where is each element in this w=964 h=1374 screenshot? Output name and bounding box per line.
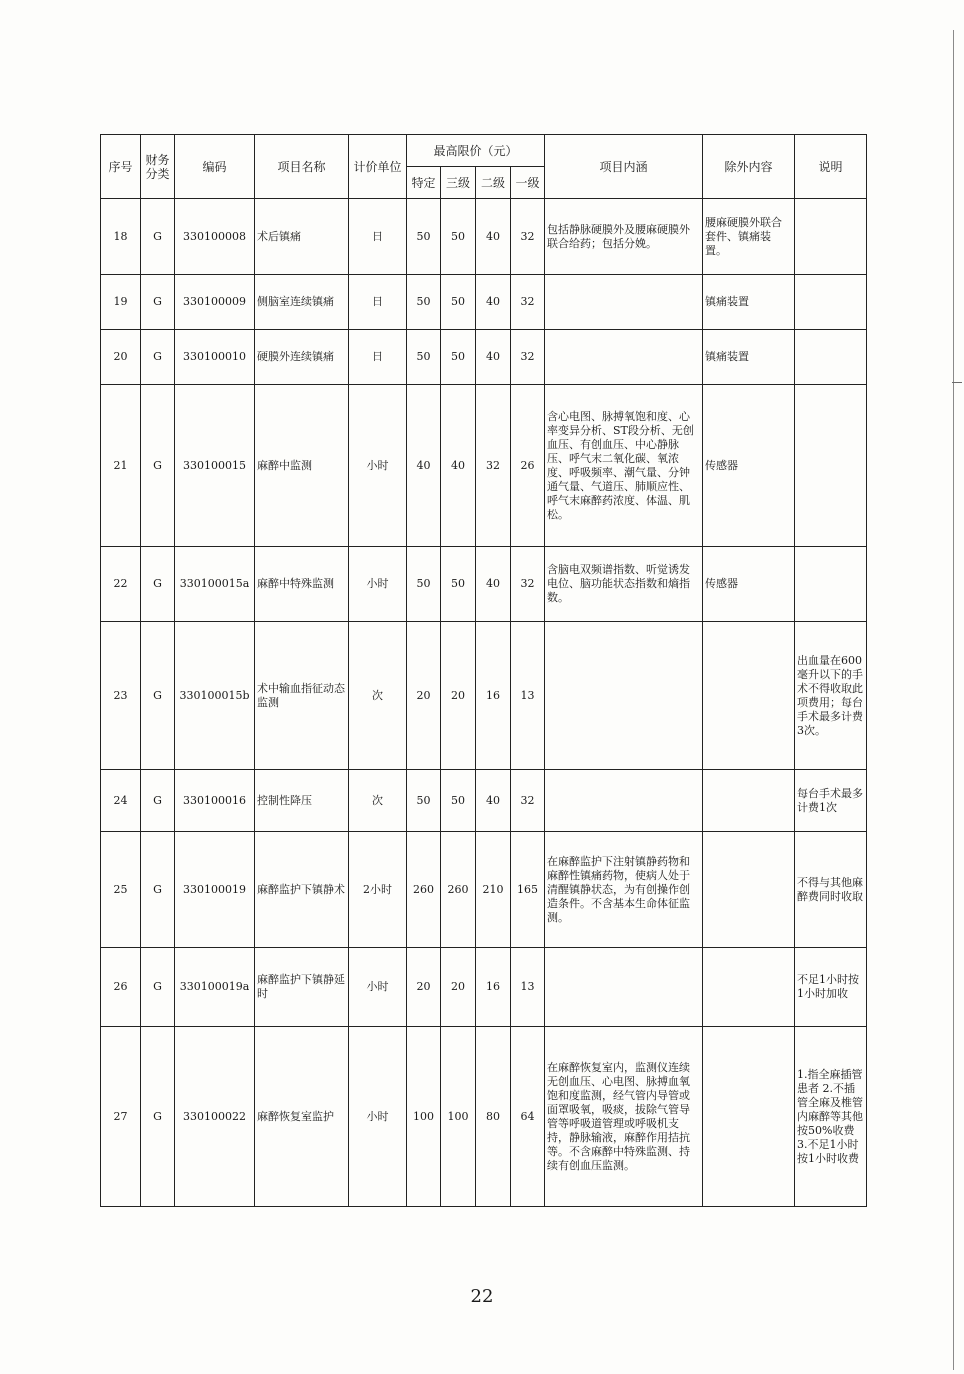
cell-price-level2: 16 — [476, 948, 511, 1027]
header-code: 编码 — [175, 135, 255, 199]
cell-finance-class: G — [141, 275, 175, 330]
cell-finance-class: G — [141, 330, 175, 385]
cell-price-level3: 50 — [441, 330, 476, 385]
cell-finance-class: G — [141, 199, 175, 275]
cell-code: 330100019a — [175, 948, 255, 1027]
cell-index: 24 — [101, 770, 141, 832]
cell-note — [795, 199, 867, 275]
cell-exclude: 镇痛装置 — [703, 275, 795, 330]
header-exclude: 除外内容 — [703, 135, 795, 199]
cell-unit: 2小时 — [349, 832, 407, 948]
cell-price-level1: 13 — [511, 948, 545, 1027]
header-price-level2: 二级 — [476, 167, 511, 199]
cell-price-special: 50 — [407, 275, 441, 330]
cell-code: 330100015 — [175, 385, 255, 547]
cell-item-name: 硬膜外连续镇痛 — [255, 330, 349, 385]
table-row — [101, 770, 867, 832]
cell-price-level3: 20 — [441, 948, 476, 1027]
cell-content — [545, 275, 703, 330]
cell-exclude — [703, 770, 795, 832]
table-row — [101, 199, 867, 275]
cell-content: 含心电图、脉搏氧饱和度、心率变异分析、ST段分析、无创血压、有创血压、中心静脉压、呼气末二氧化碳、氧浓度、呼吸频率、潮气量、分钟通气量、气道压、肺顺应性、呼气末麻醉药浓度、体温、肌松。 — [545, 385, 703, 547]
cell-price-special: 20 — [407, 948, 441, 1027]
cell-note — [795, 275, 867, 330]
table-row — [101, 622, 867, 770]
cell-unit: 日 — [349, 199, 407, 275]
cell-item-name: 侧脑室连续镇痛 — [255, 275, 349, 330]
cell-finance-class: G — [141, 1027, 175, 1207]
header-note: 说明 — [795, 135, 867, 199]
cell-index: 26 — [101, 948, 141, 1027]
cell-finance-class: G — [141, 948, 175, 1027]
cell-note — [795, 385, 867, 547]
header-max-price: 最高限价（元） — [407, 135, 545, 167]
cell-price-special: 50 — [407, 770, 441, 832]
table-row — [101, 275, 867, 330]
cell-exclude — [703, 832, 795, 948]
header-finance-class: 财务分类 — [141, 135, 175, 199]
header-price-special: 特定 — [407, 167, 441, 199]
cell-note: 不足1小时按1小时加收 — [795, 948, 867, 1027]
cell-content: 在麻醉监护下注射镇静药物和麻醉性镇痛药物，使病人处于清醒镇静状态，为有创操作创造条件。不含基本生命体征监测。 — [545, 832, 703, 948]
header-row — [101, 135, 867, 167]
cell-price-level1: 32 — [511, 199, 545, 275]
cell-price-special: 50 — [407, 199, 441, 275]
cell-code: 330100009 — [175, 275, 255, 330]
cell-item-name: 术中输血指征动态监测 — [255, 622, 349, 770]
cell-item-name: 麻醉中监测 — [255, 385, 349, 547]
cell-price-level1: 32 — [511, 275, 545, 330]
cell-finance-class: G — [141, 832, 175, 948]
cell-price-special: 40 — [407, 385, 441, 547]
cell-index: 27 — [101, 1027, 141, 1207]
cell-unit: 小时 — [349, 1027, 407, 1207]
cell-price-level2: 80 — [476, 1027, 511, 1207]
cell-finance-class: G — [141, 622, 175, 770]
cell-price-level1: 26 — [511, 385, 545, 547]
cell-price-level1: 32 — [511, 330, 545, 385]
cell-content: 包括静脉硬膜外及腰麻硬膜外联合给药；包括分娩。 — [545, 199, 703, 275]
cell-unit: 次 — [349, 622, 407, 770]
header-item-name: 项目名称 — [255, 135, 349, 199]
header-content: 项目内涵 — [545, 135, 703, 199]
cell-exclude — [703, 948, 795, 1027]
cell-exclude: 传感器 — [703, 547, 795, 622]
cell-price-level2: 40 — [476, 770, 511, 832]
cell-item-name: 麻醉监护下镇静术 — [255, 832, 349, 948]
header-price-level1: 一级 — [511, 167, 545, 199]
cell-price-special: 20 — [407, 622, 441, 770]
cell-code: 330100019 — [175, 832, 255, 948]
cell-code: 330100008 — [175, 199, 255, 275]
table-row — [101, 1027, 867, 1207]
price-table — [100, 134, 867, 1207]
header-price-level3: 三级 — [441, 167, 476, 199]
cell-price-level3: 50 — [441, 547, 476, 622]
cell-finance-class: G — [141, 385, 175, 547]
cell-content — [545, 622, 703, 770]
cell-note: 每台手术最多计费1次 — [795, 770, 867, 832]
cell-note — [795, 330, 867, 385]
cell-price-level3: 20 — [441, 622, 476, 770]
cell-item-name: 麻醉中特殊监测 — [255, 547, 349, 622]
table-row — [101, 948, 867, 1027]
cell-unit: 小时 — [349, 547, 407, 622]
cell-price-level3: 50 — [441, 275, 476, 330]
cell-index: 22 — [101, 547, 141, 622]
cell-index: 21 — [101, 385, 141, 547]
cell-exclude: 腰麻硬膜外联合套件、镇痛装置。 — [703, 199, 795, 275]
cell-content: 在麻醉恢复室内，监测仪连续无创血压、心电图、脉搏血氧饱和度监测，经气管内导管或面罩吸氧，吸痰，拔除气管导管等呼吸道管理或呼吸机支持，静脉输液，麻醉作用拮抗等。不含麻醉中特殊监测、持续有创血压监测。 — [545, 1027, 703, 1207]
cell-price-special: 50 — [407, 330, 441, 385]
cell-unit: 日 — [349, 330, 407, 385]
cell-price-level2: 40 — [476, 199, 511, 275]
cell-index: 20 — [101, 330, 141, 385]
cell-index: 19 — [101, 275, 141, 330]
cell-finance-class: G — [141, 770, 175, 832]
table-row — [101, 832, 867, 948]
cell-code: 330100015b — [175, 622, 255, 770]
cell-price-level3: 260 — [441, 832, 476, 948]
cell-price-special: 260 — [407, 832, 441, 948]
cell-price-special: 100 — [407, 1027, 441, 1207]
cell-price-level2: 32 — [476, 385, 511, 547]
cell-item-name: 术后镇痛 — [255, 199, 349, 275]
table-row — [101, 547, 867, 622]
cell-note: 不得与其他麻醉费同时收取 — [795, 832, 867, 948]
cell-content — [545, 770, 703, 832]
cell-index: 23 — [101, 622, 141, 770]
cell-price-level1: 165 — [511, 832, 545, 948]
cell-unit: 小时 — [349, 948, 407, 1027]
cell-exclude: 镇痛装置 — [703, 330, 795, 385]
cell-price-special: 50 — [407, 547, 441, 622]
cell-price-level2: 40 — [476, 275, 511, 330]
table-row — [101, 385, 867, 547]
cell-price-level3: 50 — [441, 770, 476, 832]
header-index: 序号 — [101, 135, 141, 199]
cell-exclude — [703, 1027, 795, 1207]
cell-code: 330100010 — [175, 330, 255, 385]
cell-item-name: 控制性降压 — [255, 770, 349, 832]
cell-unit: 次 — [349, 770, 407, 832]
cell-price-level2: 40 — [476, 330, 511, 385]
cell-price-level1: 64 — [511, 1027, 545, 1207]
cell-price-level2: 210 — [476, 832, 511, 948]
cell-content — [545, 948, 703, 1027]
cell-price-level1: 32 — [511, 770, 545, 832]
cell-price-level2: 16 — [476, 622, 511, 770]
header-unit: 计价单位 — [349, 135, 407, 199]
scan-edge-line — [953, 30, 954, 1370]
cell-price-level3: 50 — [441, 199, 476, 275]
cell-code: 330100022 — [175, 1027, 255, 1207]
cell-item-name: 麻醉监护下镇静延时 — [255, 948, 349, 1027]
cell-unit: 日 — [349, 275, 407, 330]
table-row — [101, 330, 867, 385]
cell-index: 18 — [101, 199, 141, 275]
cell-note — [795, 547, 867, 622]
cell-price-level1: 32 — [511, 547, 545, 622]
cell-exclude: 传感器 — [703, 385, 795, 547]
cell-note: 1.指全麻插管患者 2.不插管全麻及椎管内麻醉等其他按50%收费 3.不足1小时按1小时收费 — [795, 1027, 867, 1207]
cell-price-level2: 40 — [476, 547, 511, 622]
cell-price-level1: 13 — [511, 622, 545, 770]
cell-code: 330100015a — [175, 547, 255, 622]
cell-note: 出血量在600毫升以下的手术不得收取此项费用；每台手术最多计费3次。 — [795, 622, 867, 770]
cell-unit: 小时 — [349, 385, 407, 547]
cell-finance-class: G — [141, 547, 175, 622]
cell-price-level3: 40 — [441, 385, 476, 547]
cell-code: 330100016 — [175, 770, 255, 832]
cell-price-level3: 100 — [441, 1027, 476, 1207]
cell-content: 含脑电双频谱指数、听觉诱发电位、脑功能状态指数和熵指数。 — [545, 547, 703, 622]
cell-index: 25 — [101, 832, 141, 948]
scan-edge-mark — [952, 382, 962, 383]
page-number: 22 — [470, 1286, 494, 1307]
cell-exclude — [703, 622, 795, 770]
cell-item-name: 麻醉恢复室监护 — [255, 1027, 349, 1207]
cell-content — [545, 330, 703, 385]
